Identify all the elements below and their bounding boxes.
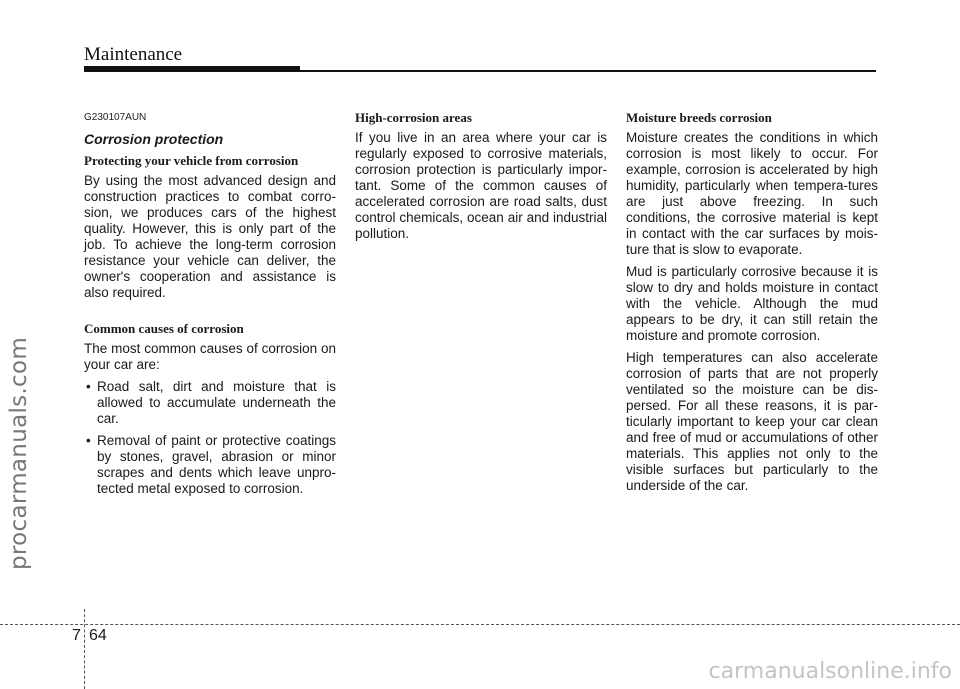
spacer bbox=[84, 307, 336, 321]
section-code: G230107AUN bbox=[84, 112, 147, 123]
subheading-high-corrosion: High-corrosion areas bbox=[355, 110, 472, 125]
list-item: • Road salt, dirt and moisture that is allowed to accumulate underneath the car. bbox=[84, 379, 336, 427]
list-item: • Removal of paint or protective coatings by stones, gravel, abrasion or minor scrapes and dents which leave unpro-tected metal exposed to corrosion. bbox=[84, 433, 336, 497]
page-number: 64 bbox=[89, 627, 107, 644]
page-header-title: Maintenance bbox=[84, 44, 183, 65]
footer-vertical-rule bbox=[84, 609, 85, 689]
column-left bbox=[84, 110, 336, 503]
subheading-common-causes: Common causes of corrosion bbox=[84, 321, 244, 336]
causes-list bbox=[84, 379, 336, 497]
paragraph-moisture: Moisture creates the conditions in which corrosion is most likely to occur. For example, corrosion is accelerated by high humidity, particularly when tempera-tures are just above freezing. In such conditions, the corrosive material is kept in contact with the car surfaces by mois-ture that is slow to evaporate. bbox=[626, 130, 878, 257]
footer-rule bbox=[0, 624, 960, 625]
side-watermark: procarmanuals.com bbox=[6, 336, 32, 570]
paragraph-protecting: By using the most advanced design and construction practices to combat corro-sion, we produces cars of the highest quality. However, this is only part of the job. To achieve the long-term corrosion resistance your vehicle can deliver, the owner's cooperation and assistance is also required. bbox=[84, 173, 336, 300]
paragraph-high-temperature: High temperatures can also accelerate corrosion of parts that are not properly ventilated so the moisture can be dis-persed. For all these reasons, it is par-ticularly important to keep your car clean and free of mud or accumulations of other materials. This applies not only to the visible surfaces but particularly to the underside of the car. bbox=[626, 350, 878, 493]
subheading-moisture: Moisture breeds corrosion bbox=[626, 110, 772, 125]
bottom-watermark: carmanualsonline.info bbox=[708, 659, 952, 684]
header-rule-thick bbox=[84, 66, 300, 72]
section-heading: Corrosion protection bbox=[84, 131, 224, 147]
paragraph-mud: Mud is particularly corrosive because it is slow to dry and holds moisture in contact with the vehicle. Although the mud appears to be dry, it can still retain the moisture and promote corrosion. bbox=[626, 264, 878, 343]
paragraph-common-causes: The most common causes of corrosion on your car are: bbox=[84, 341, 336, 372]
header-rule-thin bbox=[300, 70, 876, 72]
subheading-protecting: Protecting your vehicle from corrosion bbox=[84, 153, 299, 168]
column-middle bbox=[355, 110, 607, 248]
paragraph-high-corrosion: If you live in an area where your car is regularly exposed to corrosive materials, corrosion protection is particularly impor-tant. Some of the common causes of accelerated corrosion are road salts, dust control chemicals, ocean air and industrial pollution. bbox=[355, 130, 607, 241]
column-right bbox=[626, 110, 878, 500]
section-number: 7 bbox=[72, 627, 81, 644]
